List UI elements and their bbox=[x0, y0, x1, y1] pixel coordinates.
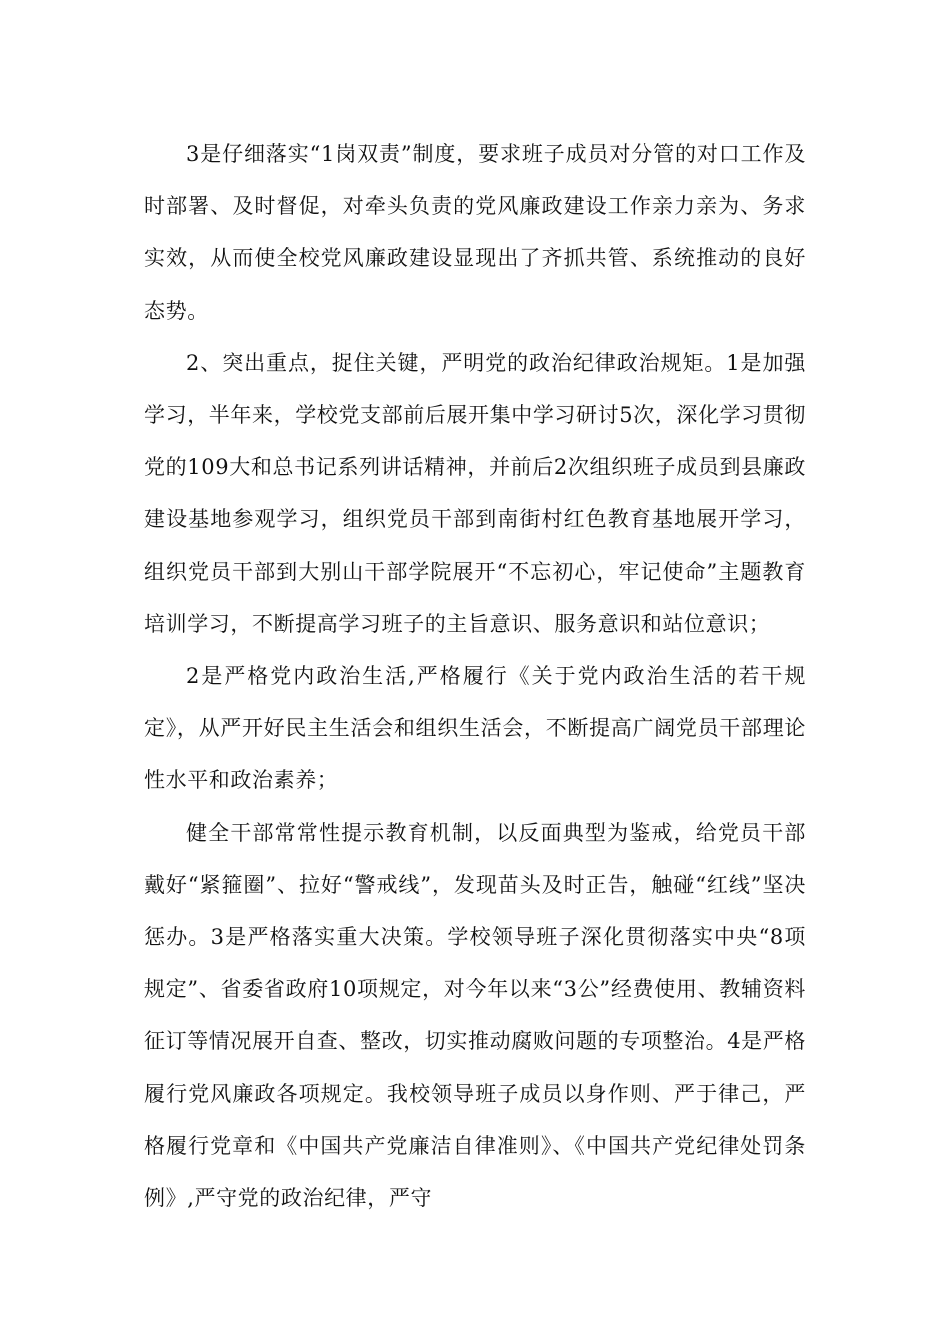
paragraph-3: 2是严格党内政治生活,严格履行《关于党内政治生活的若干规定》，从严开好民主生活会和组织生活会，不断提高广阔党员干部理论性水平和政治素养； bbox=[144, 664, 806, 793]
paragraph-2: 2、突出重点，捉住关键，严明党的政治纪律政治规矩。1是加强学习，半年来，学校党支部前后展开集中学习研讨5次，深化学习贯彻党的109大和总书记系列讲话精神，并前后2次组织班子成员到县廉政建设基地参观学习，组织党员干部到南街村红色教育基地展开学习，组织党员干部到大别山干部学院展开“不忘初心，牢记使命”主题教育培训学习，不断提高学习班子的主旨意识、服务意识和站位意识； bbox=[144, 350, 806, 636]
body-text bbox=[144, 128, 806, 1224]
paragraph-1: 3是仔细落实“1岗双责”制度，要求班子成员对分管的对口工作及时部署、及时督促，对牵头负责的党风廉政建设工作亲力亲为、务求实效，从而使全校党风廉政建设显现出了齐抓共管、系统推动的良好态势。 bbox=[144, 142, 806, 323]
paragraph-4: 健全干部常常性提示教育机制，以反面典型为鉴戒，给党员干部戴好“紧箍圈”、拉好“警戒线”，发现苗头及时正告，触碰“红线”坚决惩办。3是严格落实重大决策。学校领导班子深化贯彻落实中央“8项规定”、省委省政府10项规定，对今年以来“3公”经费使用、教辅资料征订等情况展开自查、整改，切实推动腐败问题的专项整治。4是严格履行党风廉政各项规定。我校领导班子成员以身作则、严于律己，严格履行党章和《中国共产党廉洁自律准则》、《中国共产党纪律处罚条例》,严守党的政治纪律，严守 bbox=[144, 820, 806, 1211]
